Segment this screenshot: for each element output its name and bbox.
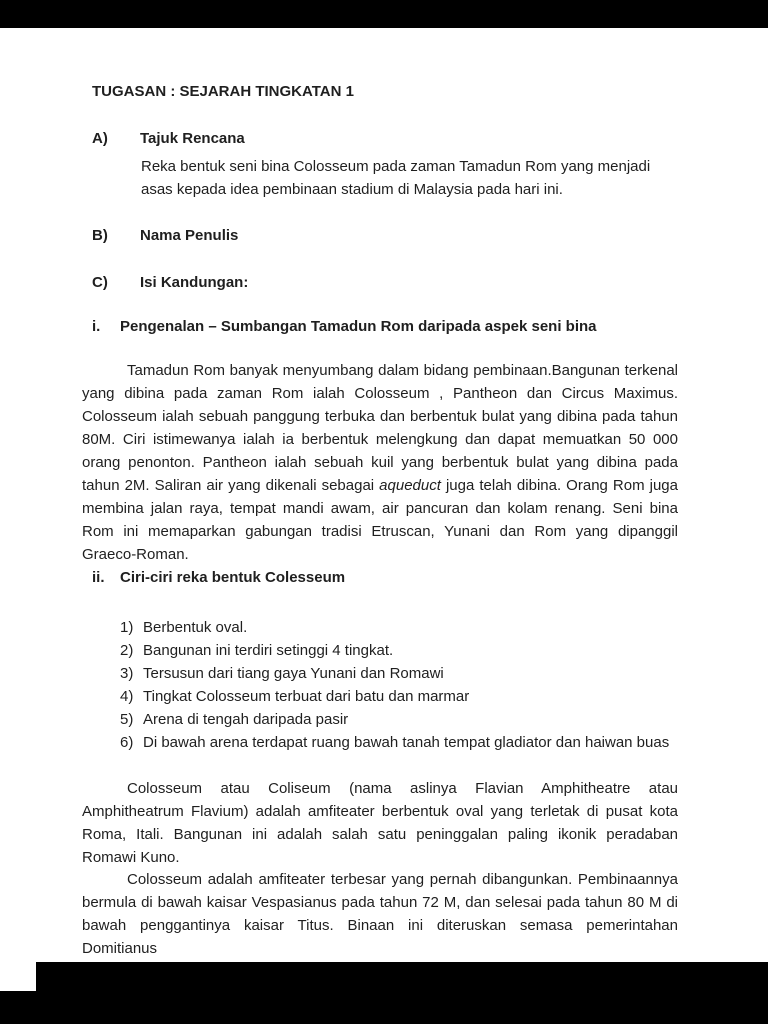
list-item-number: 6) — [120, 734, 134, 751]
section-c-label: C) — [92, 274, 108, 291]
list-item — [120, 662, 669, 685]
document-page[interactable] — [0, 28, 768, 962]
section-a-label: A) — [92, 130, 108, 147]
list-item — [120, 731, 669, 754]
viewer-top-bar — [0, 0, 768, 28]
intro-paragraph-text-1: Tamadun Rom banyak menyumbang dalam bidang pembinaan.Bangunan terkenal yang dibina pada zaman Rom ialah Colosseum , Pantheon dan Circus Maximus. Colosseum ialah sebuah panggung terbuka dan berbentuk bulat yang dibina pada tahun 80M. Ciri istimewanya ialah ia berbentuk melengkung dan dapat memuatkan 50 000 orang penonton. Pantheon ialah sebuah kuil yang berbentuk bulat yang dibina pada tahun 2M. Saliran air yang dikenali sebagai — [82, 362, 678, 494]
section-c-heading: Isi Kandungan: — [140, 274, 249, 291]
section-a-heading: Tajuk Rencana — [140, 130, 245, 147]
feature-list — [120, 616, 669, 754]
page-corner-notch — [0, 956, 36, 991]
list-item-text: Arena di tengah daripada pasir — [143, 711, 349, 728]
colosseum-history-paragraph: Colosseum adalah amfiteater terbesar yang pernah dibangunkan. Pembinaannya bermula di bawah kaisar Vespasianus pada tahun 72 M, dan selesai pada tahun 80 M di bawah penggantinya kaisar Titus. Binaan ini diteruskan semasa pemerintahan Domitianus — [82, 871, 678, 957]
colosseum-description-paragraph: Colosseum atau Coliseum (nama aslinya Flavian Amphitheatre atau Amphitheatrum Flavium) adalah amfiteater berbentuk oval yang terletak di pusat kota Roma, Itali. Bangunan ini adalah salah satu peninggalan paling ikonik peradaban Romawi Kuno. — [82, 780, 678, 866]
list-item-text: Di bawah arena terdapat ruang bawah tanah tempat gladiator dan haiwan buas — [143, 734, 670, 751]
list-item — [120, 685, 669, 708]
subsection-i-heading: Pengenalan – Sumbangan Tamadun Rom daripada aspek seni bina — [120, 318, 597, 335]
subsection-i-heading-row — [92, 315, 597, 338]
document-title: TUGASAN : SEJARAH TINGKATAN 1 — [92, 83, 354, 100]
list-item — [120, 616, 669, 639]
section-c-row — [92, 271, 248, 294]
list-item-number: 2) — [120, 642, 134, 659]
subsection-ii-heading-row — [92, 566, 345, 589]
aqueduct-italic-word: aqueduct — [379, 477, 441, 494]
intro-paragraph-text-2: juga telah dibina. Orang Rom juga membina jalan raya, tempat mandi awam, air pancuran dan kolam renang. Seni bina Rom ini memaparkan gabungan tradisi Etruscan, Yunani dan Rom yang dipanggil Graeco-Roman. — [82, 477, 678, 563]
list-item-text: Bangunan ini terdiri setinggi 4 tingkat. — [143, 642, 394, 659]
subsection-i-numeral: i. — [92, 318, 101, 335]
list-item-number: 4) — [120, 688, 134, 705]
list-item — [120, 639, 669, 662]
section-b-heading: Nama Penulis — [140, 227, 239, 244]
list-item-text: Tersusun dari tiang gaya Yunani dan Romawi — [143, 665, 444, 682]
list-item-number: 1) — [120, 619, 134, 636]
section-a-row — [92, 127, 245, 150]
viewer-bottom-bar — [0, 962, 768, 1024]
subsection-ii-heading: Ciri-ciri reka bentuk Colesseum — [120, 569, 346, 586]
section-a-body: Reka bentuk seni bina Colosseum pada zaman Tamadun Rom yang menjadi asas kepada idea pembinaan stadium di Malaysia pada hari ini. — [141, 158, 651, 198]
section-b-label: B) — [92, 227, 108, 244]
intro-paragraph — [82, 359, 678, 566]
list-item-number: 5) — [120, 711, 134, 728]
list-item-text: Berbentuk oval. — [143, 619, 248, 636]
list-item-text: Tingkat Colosseum terbuat dari batu dan marmar — [143, 688, 470, 705]
section-b-row — [92, 224, 238, 247]
list-item-number: 3) — [120, 665, 134, 682]
list-item — [120, 708, 669, 731]
subsection-ii-numeral: ii. — [92, 569, 105, 586]
